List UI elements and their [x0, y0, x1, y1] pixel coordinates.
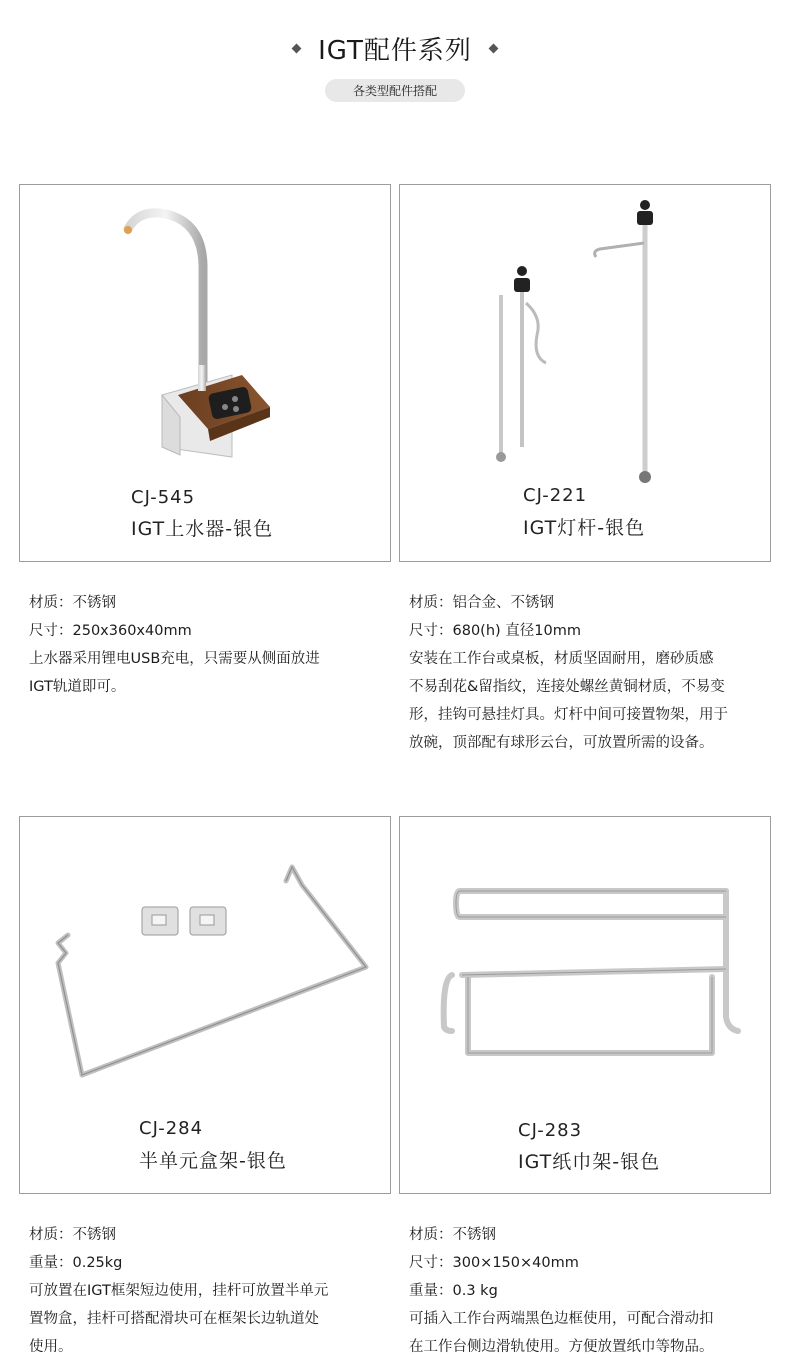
page-header [0, 30, 790, 102]
product-card-cj284 [19, 816, 391, 1194]
spec-line: 形，挂钩可悬挂灯具。灯杆中间可接置物架，用于 [409, 707, 728, 723]
spec-line: 尺寸：300×150×40mm [409, 1255, 579, 1271]
product-specs-cj284 [29, 1221, 394, 1361]
diamond-right-icon [488, 44, 498, 54]
box-rack-image [20, 817, 392, 1117]
product-specs-cj545 [29, 589, 394, 701]
spec-line: 在工作台侧边滑轨使用。方便放置纸巾等物品。 [409, 1339, 714, 1355]
spec-line: 材质：不锈钢 [409, 1227, 496, 1243]
towel-rack-image [400, 817, 772, 1117]
water-dispenser-image [20, 185, 392, 485]
spec-line: IGT轨道即可。 [29, 679, 126, 695]
title-row [0, 30, 790, 67]
product-model: CJ-283 [518, 1120, 583, 1141]
spec-line: 重量：0.25kg [29, 1255, 123, 1271]
spec-line: 材质：不锈钢 [29, 595, 116, 611]
spec-line: 尺寸：250x360x40mm [29, 623, 192, 639]
product-specs-cj221 [409, 589, 779, 757]
spec-line: 不易刮花&留指纹，连接处螺丝黄铜材质，不易变 [409, 679, 725, 695]
product-name: 半单元盒架-银色 [139, 1150, 287, 1172]
spec-line: 重量：0.3 kg [409, 1283, 498, 1299]
product-card-cj283 [399, 816, 771, 1194]
product-name: IGT灯杆-银色 [523, 517, 646, 539]
spec-line: 可放置在IGT框架短边使用，挂杆可放置半单元 [29, 1283, 329, 1299]
lamp-pole-image [400, 185, 772, 485]
product-name: IGT纸巾架-银色 [518, 1151, 661, 1173]
spec-line: 放碗，顶部配有球形云台，可放置所需的设备。 [409, 735, 714, 751]
product-card-cj221 [399, 184, 771, 562]
spec-line: 材质：不锈钢 [29, 1227, 116, 1243]
product-card-cj545 [19, 184, 391, 562]
product-model: CJ-545 [131, 487, 196, 508]
spec-line: 上水器采用锂电USB充电，只需要从侧面放进 [29, 651, 320, 667]
product-model: CJ-284 [139, 1118, 204, 1139]
diamond-left-icon [292, 44, 302, 54]
spec-line: 材质：铝合金、不锈钢 [409, 595, 554, 611]
product-name: IGT上水器-银色 [131, 518, 274, 540]
product-model: CJ-221 [523, 485, 588, 506]
page-title: IGT配件系列 [318, 36, 472, 66]
spec-line: 尺寸：680(h) 直径10mm [409, 623, 581, 639]
spec-line: 置物盒，挂杆可搭配滑块可在框架长边轨道处 [29, 1311, 319, 1327]
spec-line: 安装在工作台或桌板，材质坚固耐用，磨砂质感 [409, 651, 714, 667]
product-specs-cj283 [409, 1221, 779, 1361]
spec-line: 使用。 [29, 1339, 73, 1355]
page-subtitle: 各类型配件搭配 [325, 79, 465, 102]
spec-line: 可插入工作台两端黑色边框使用，可配合滑动扣 [409, 1311, 714, 1327]
